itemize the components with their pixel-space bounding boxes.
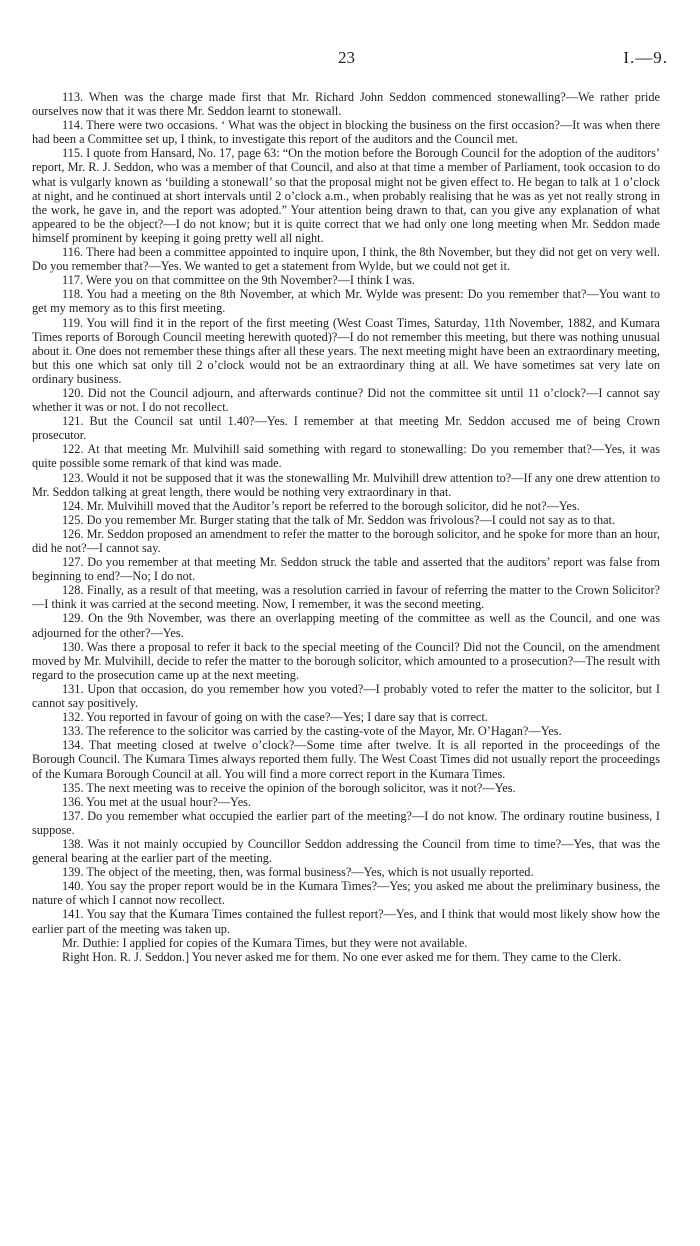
paragraph-119: 119. You will find it in the report of the first meeting (West Coast Times, Saturday, 11th November, 1882, and Kumara Times reports of Borough Council meeting herewith quoted)?—I do not remember this meeting, but there was nothing unusual about it. One does not remember these things after all these years. The next meeting might have been an extraordinary meeting, but this one which sat only till 2 o’clock would not be an extraordinary thing at all. We have sometimes sat very late on ordinary business. bbox=[32, 315, 660, 386]
paragraph-141: 141. You say that the Kumara Times contained the fullest report?—Yes, and I think that would most likely show how the earlier part of the meeting was taken up. bbox=[32, 907, 660, 936]
paragraph-129: 129. On the 9th November, was there an overlapping meeting of the committee as well as the Council, and one was adjourned for the other?—Yes. bbox=[32, 611, 660, 640]
speaker-duthie-remark: Mr. Duthie: I applied for copies of the Kumara Times, but they were not available. bbox=[62, 935, 468, 950]
paragraph-132: 132. You reported in favour of going on with the case?—Yes; I dare say that is correct. bbox=[62, 710, 488, 725]
paragraph-122: 122. At that meeting Mr. Mulvihill said something with regard to stonewalling: Do you remember that?—Yes, it was quite possible some remark of that kind was made. bbox=[32, 442, 660, 471]
paragraph-136: 136. You met at the usual hour?—Yes. bbox=[62, 794, 252, 809]
paragraph-121: 121. But the Council sat until 1.40?—Yes. I remember at that meeting Mr. Seddon accused me of being Crown prosecutor. bbox=[32, 414, 660, 443]
paragraph-113: 113. When was the charge made first that Mr. Richard John Seddon commenced stonewalling?—We rather pride ourselves now that it was there Mr. Seddon learnt to stonewall. bbox=[32, 90, 660, 119]
paper-reference: I.—9. bbox=[623, 48, 668, 67]
paragraph-118: 118. You had a meeting on the 8th November, at which Mr. Wylde was present: Do you remember that?—You want to get my memory as to this first meeting. bbox=[32, 287, 660, 316]
paragraph-124: 124. Mr. Mulvihill moved that the Auditor’s report be referred to the borough solicitor, did he not?—Yes. bbox=[62, 498, 580, 513]
paragraph-126: 126. Mr. Seddon proposed an amendment to refer the matter to the borough solicitor, and he spoke for more than an hour, did he not?—I cannot say. bbox=[32, 526, 660, 555]
paragraph-127: 127. Do you remember at that meeting Mr. Seddon struck the table and asserted that the auditors’ report was false from beginning to end?—No; I do not. bbox=[32, 555, 660, 584]
paragraph-138: 138. Was it not mainly occupied by Councillor Seddon addressing the Council from time to time?—Yes, that was the general bearing at the earlier part of the meeting. bbox=[32, 836, 660, 866]
paragraph-125: 125. Do you remember Mr. Burger stating that the talk of Mr. Seddon was frivolous?—I could not say as to that. bbox=[62, 512, 616, 527]
page-number: 23 bbox=[338, 48, 355, 67]
paragraph-130: 130. Was there a proposal to refer it back to the special meeting of the Council? Did not the Council, on the amendment moved by Mr. Mulvihill, decide to refer the matter to the borough solicitor, which amounted to a prosecution?—The result with regard to the prosecution came up at the next meeting. bbox=[32, 639, 660, 682]
paragraph-123: 123. Would it not be supposed that it was the stonewalling Mr. Mulvihill drew attention to?—If any one drew attention to Mr. Seddon talking at great length, there would be nothing very extraordinary in that. bbox=[32, 470, 660, 499]
speaker-seddon-remark: Right Hon. R. J. Seddon.] You never asked me for them. No one ever asked me for them. They came to the Clerk. bbox=[62, 949, 622, 964]
paragraph-120: 120. Did not the Council adjourn, and afterwards continue? Did not the committee sit until 11 o’clock?—I cannot say whether it was or not. I do not recollect. bbox=[32, 385, 660, 415]
paragraph-115: 115. I quote from Hansard, No. 17, page 63: “On the motion before the Borough Council for the adoption of the auditors’ report, Mr. R. J. Seddon, who was a member of that Council, and also at that time a member of Parliament, took occasion to do what is vulgarly known as ‘building a stonewall’ so that the proposal might not be given effect to. He began to talk at 1 o’clock at night, and he continued at short intervals until 2 o’clock a.m., when probably realising that he was as yet not really strong in the work, he gave in, and the report was adopted.” Your attention being drawn to that, can you give any explanation of what appeared to be the object?—I do not know; but it is quite correct that we had only one long meeting when Mr. Seddon made himself prominent by keeping it going pretty well all night. bbox=[32, 146, 660, 245]
paragraph-135: 135. The next meeting was to receive the opinion of the borough solicitor, was it not?—Yes. bbox=[62, 780, 516, 795]
paragraph-137: 137. Do you remember what occupied the earlier part of the meeting?—I do not know. The ordinary routine business, I suppose. bbox=[32, 808, 660, 837]
paragraph-140: 140. You say the proper report would be in the Kumara Times?—Yes; you asked me about the preliminary business, the nature of which I cannot now recollect. bbox=[32, 879, 660, 908]
paragraph-131: 131. Upon that occasion, do you remember how you voted?—I probably voted to refer the matter to the solicitor, but I cannot say positively. bbox=[32, 681, 660, 711]
paragraph-133: 133. The reference to the solicitor was carried by the casting-vote of the Mayor, Mr. O’Hagan?—Yes. bbox=[62, 724, 562, 739]
paragraph-134: 134. That meeting closed at twelve o’clock?—Some time after twelve. It is all reported in the proceedings of the Borough Council. The Kumara Times always reported them fully. The West Coast Times did not usually report the proceedings of the Kumara Borough Council at all. You will find a more correct report in the Kumara Times. bbox=[32, 738, 660, 781]
paragraph-114: 114. There were two occasions. ‘ What was the object in blocking the business on the first occasion?—It was when there had been a Committee set up, I think, to investigate this report of the auditors and the Council met. bbox=[32, 118, 660, 147]
paragraph-116: 116. There had been a committee appointed to inquire upon, I think, the 8th November, but they did not get on very well. Do you remember that?—Yes. We wanted to get a statement from Wylde, but we could not get it. bbox=[32, 245, 660, 274]
page-header bbox=[0, 48, 700, 70]
paragraph-128: 128. Finally, as a result of that meeting, was a resolution carried in favour of referring the matter to the Crown Solicitor?—I think it was carried at the second meeting. Now, I remember, it was the second meeting. bbox=[32, 583, 660, 612]
testimony-body bbox=[32, 90, 660, 964]
paragraph-117: 117. Were you on that committee on the 9th November?—I think I was. bbox=[62, 273, 415, 288]
paragraph-139: 139. The object of the meeting, then, was formal business?—Yes, which is not usually reported. bbox=[62, 865, 534, 880]
